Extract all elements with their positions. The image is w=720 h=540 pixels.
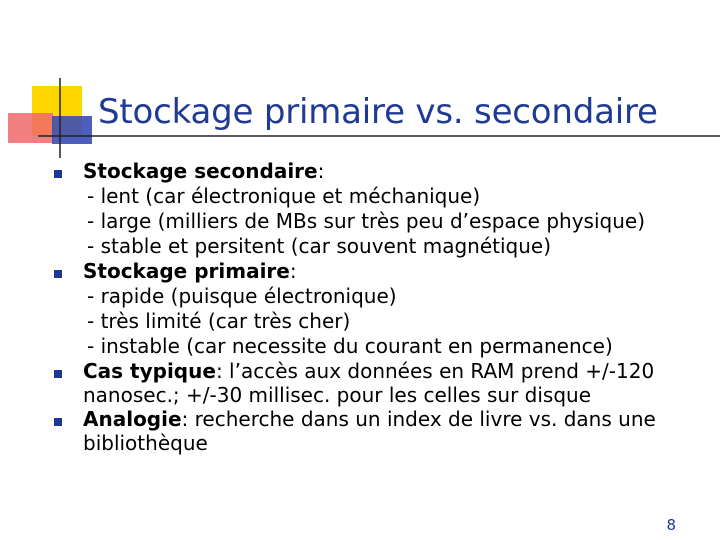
bullet-analogie — [54, 407, 714, 455]
sub-line: - très limité (car très cher) — [87, 309, 351, 333]
deco-red-square — [8, 113, 53, 143]
square-bullet-icon — [54, 170, 62, 178]
bullet-continuation: bibliothèque — [83, 431, 208, 455]
bullet-head: Stockage secondaire — [83, 159, 318, 183]
bullet-continuation: nanosec.; +/-30 millisec. pour les celles sur disque — [83, 383, 592, 407]
sub-line: - rapide (puisque électronique) — [87, 284, 397, 308]
bullet-head: Analogie — [83, 407, 182, 431]
deco-blue-square — [52, 116, 92, 144]
bullet-rest: : l’accès aux données en RAM prend +/-120 — [215, 359, 655, 383]
sub-line: - lent (car électronique et méchanique) — [87, 184, 481, 208]
square-bullet-icon — [54, 418, 62, 426]
bullet-stockage-primaire — [54, 259, 714, 359]
slide-title: Stockage primaire vs. secondaire — [98, 92, 658, 132]
bullet-head: Cas typique — [83, 359, 216, 383]
bullet-stockage-secondaire — [54, 159, 714, 259]
square-bullet-icon — [54, 270, 62, 278]
page-number: 8 — [666, 516, 676, 534]
sub-line: - instable (car necessite du courant en permanence) — [87, 334, 613, 358]
sub-line: - stable et persitent (car souvent magnétique) — [87, 234, 552, 258]
sub-line: - large (milliers de MBs sur très peu d’espace physique) — [87, 209, 646, 233]
bullet-list — [54, 159, 714, 455]
bullet-rest: : — [317, 159, 325, 183]
bullet-rest: : — [289, 259, 297, 283]
title-decoration — [0, 0, 720, 160]
square-bullet-icon — [54, 370, 62, 378]
bullet-rest: : recherche dans un index de livre vs. dans une — [181, 407, 656, 431]
bullet-head: Stockage primaire — [83, 259, 290, 283]
bullet-cas-typique — [54, 359, 714, 407]
